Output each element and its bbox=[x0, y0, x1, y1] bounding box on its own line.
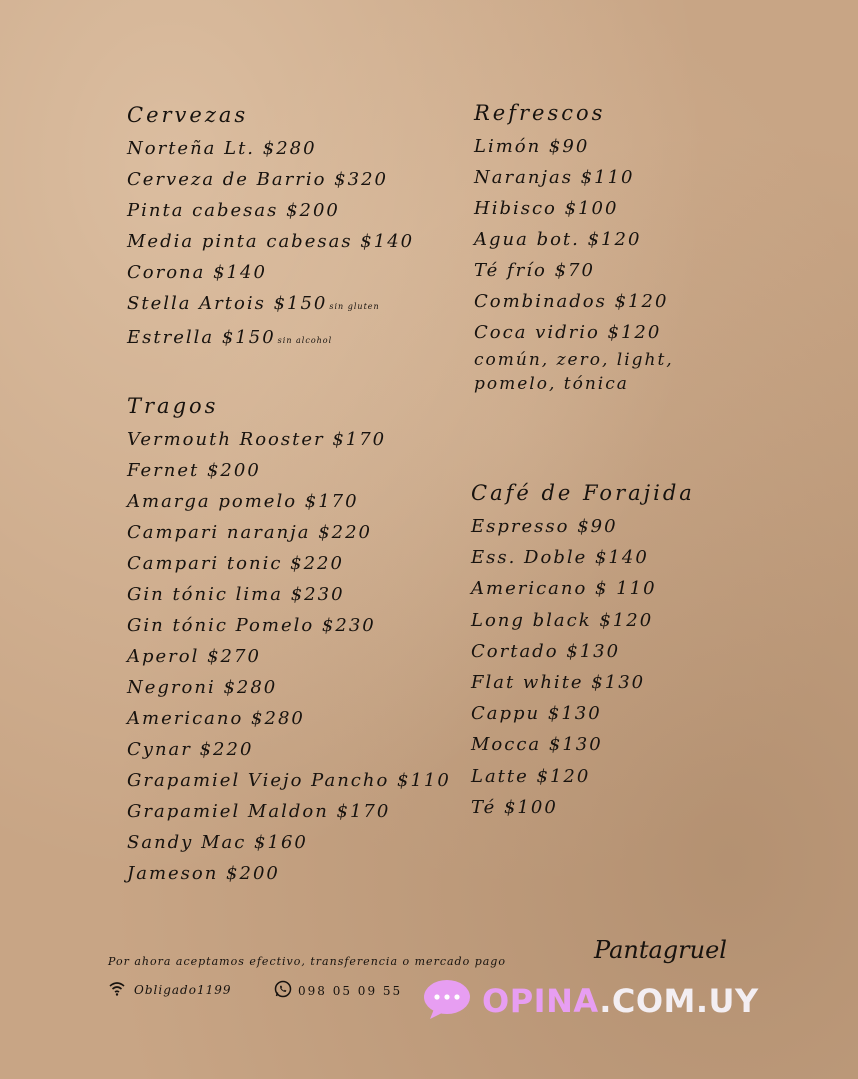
menu-item: Cortado $130 bbox=[471, 640, 621, 662]
menu-item: Gin tónic lima $230 bbox=[127, 584, 345, 605]
menu-item: Limón $90 bbox=[474, 136, 590, 157]
menu-item: Cappu $130 bbox=[471, 703, 602, 725]
menu-item: Grapamiel Viejo Pancho $110 bbox=[127, 770, 451, 791]
watermark bbox=[422, 978, 759, 1024]
signature: Pantagruel bbox=[594, 936, 727, 964]
coca-options-line: común, zero, light, bbox=[474, 350, 674, 370]
section-cafe bbox=[471, 481, 695, 823]
section-title-refrescos: Refrescos bbox=[474, 101, 606, 125]
menu-item: Aperol $270 bbox=[127, 646, 261, 667]
menu-item: Latte $120 bbox=[471, 765, 591, 787]
menu-item: Gin tónic Pomelo $230 bbox=[127, 615, 376, 636]
whatsapp-icon bbox=[274, 980, 292, 1001]
chat-bubble-icon bbox=[422, 978, 472, 1024]
menu-item: Americano $280 bbox=[127, 708, 305, 729]
menu-item: Espresso $90 bbox=[471, 516, 618, 537]
menu-item: Fernet $200 bbox=[127, 460, 261, 481]
phone-number: 098 05 09 55 bbox=[298, 983, 403, 998]
menu-item: Pinta cabesas $200 bbox=[127, 200, 340, 221]
menu-item: Sandy Mac $160 bbox=[127, 832, 308, 853]
menu-item: Combinados $120 bbox=[474, 291, 669, 312]
menu-item: Té $100 bbox=[471, 796, 558, 818]
wifi-info bbox=[108, 980, 231, 999]
menu-item: Agua bot. $120 bbox=[474, 229, 642, 250]
wifi-icon bbox=[108, 980, 126, 999]
section-title-tragos: Tragos bbox=[127, 394, 219, 418]
menu-item: Grapamiel Maldon $170 bbox=[127, 801, 391, 822]
menu-item: Hibisco $100 bbox=[474, 198, 619, 219]
menu-item: Media pinta cabesas $140 bbox=[127, 231, 415, 252]
menu-item: Mocca $130 bbox=[471, 734, 603, 756]
menu-item: Jameson $200 bbox=[127, 863, 280, 884]
menu-item: Ess. Doble $140 bbox=[471, 547, 649, 569]
section-title-cervezas: Cervezas bbox=[127, 103, 249, 127]
menu-item: Té frío $70 bbox=[474, 260, 595, 281]
menu-item: Flat white $130 bbox=[471, 672, 646, 694]
menu-item: Vermouth Rooster $170 bbox=[127, 429, 387, 450]
phone-info bbox=[274, 980, 402, 1001]
section-tragos bbox=[127, 394, 451, 889]
wifi-password: Obligado1199 bbox=[134, 982, 232, 997]
menu-item: Campari naranja $220 bbox=[127, 522, 373, 543]
menu-item: Cerveza de Barrio $320 bbox=[127, 169, 388, 190]
menu-item: Amarga pomelo $170 bbox=[127, 491, 359, 512]
menu-item: Cynar $220 bbox=[127, 739, 254, 760]
menu-item: Coca vidrio $120 bbox=[474, 322, 662, 343]
payment-info: Por ahora aceptamos efectivo, transferencia o mercado pago bbox=[108, 955, 506, 968]
menu-item-note: sin alcohol bbox=[277, 336, 333, 345]
menu-item-note: sin gluten bbox=[329, 302, 380, 311]
section-cervezas bbox=[127, 103, 414, 356]
coca-options-line: pomelo, tónica bbox=[474, 374, 629, 394]
menu-item: Norteña Lt. $280 bbox=[127, 138, 317, 159]
menu-item: Americano $ 110 bbox=[471, 578, 657, 600]
menu-item: Stella Artois $150 sin gluten bbox=[127, 293, 380, 314]
menu-item: Corona $140 bbox=[127, 262, 267, 283]
section-title-cafe: Café de Forajida bbox=[471, 481, 695, 505]
menu-item: Campari tonic $220 bbox=[127, 553, 344, 574]
menu-item: Long black $120 bbox=[471, 609, 654, 631]
menu-item: Estrella $150 sin alcohol bbox=[127, 327, 333, 348]
menu-item: Negroni $280 bbox=[127, 677, 278, 698]
watermark-text: OPINA.COM.UY bbox=[482, 982, 759, 1020]
menu-item: Naranjas $110 bbox=[474, 167, 635, 188]
section-refrescos bbox=[474, 101, 674, 396]
